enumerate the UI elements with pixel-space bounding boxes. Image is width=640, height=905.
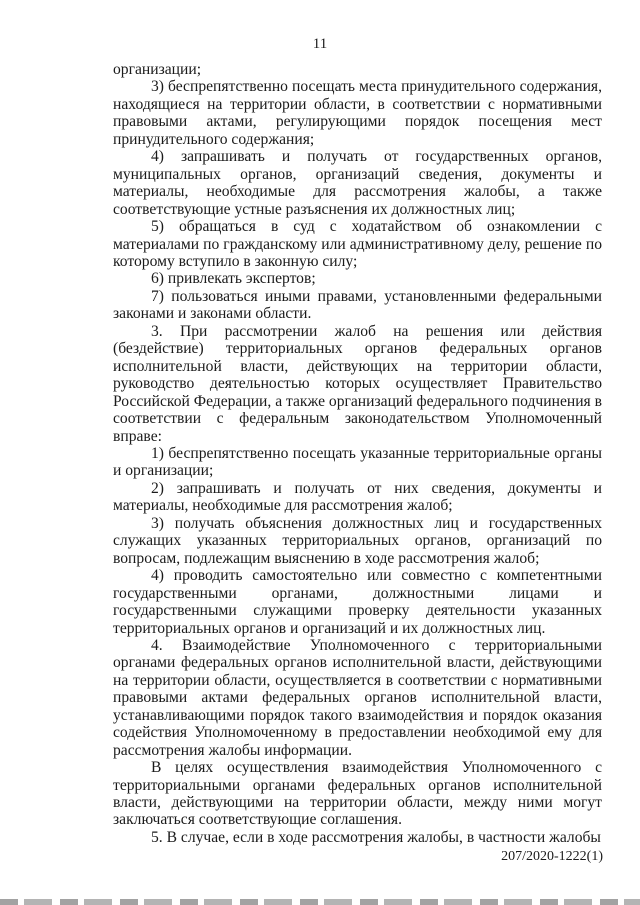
paragraph: 4. Взаимодействие Уполномоченного с территориальными органами федеральных органов исполнительной власти, действующими на территории области, осуществляется в соответствии с нормативными правовыми актами федеральных органов исполнительной власти, устанавливающими порядок такого взаимодействия и порядок оказания содействия Уполномоченному в предоставлении необходимой ему для рассмотрения жалобы информации. bbox=[113, 636, 602, 759]
paragraph: 3. При рассмотрении жалоб на решения или действия (бездействие) территориальных органов федеральных органов исполнительной власти, действующих на территории области, руководство деятельностью которых осуществляет Правительство Российской Федерации, а также организаций федерального подчинения в соответствии с федеральным законодательством Уполномоченный вправе: bbox=[113, 322, 602, 445]
paragraph: 4) запрашивать и получать от государственных органов, муниципальных органов, организаций сведения, документы и материалы, необходимые для рассмотрения жалобы, а также соответствующие устные разъяснения их должностных лиц; bbox=[113, 148, 602, 218]
page-number: 11 bbox=[312, 36, 328, 52]
paragraph: 6) привлекать экспертов; bbox=[151, 270, 316, 288]
scan-edge-artifact bbox=[0, 899, 640, 905]
document-body bbox=[113, 61, 602, 846]
paragraph: 7) пользоваться иными правами, установленными федеральными законами и законами области. bbox=[113, 287, 602, 323]
paragraph: 3) получать объяснения должностных лиц и государственных служащих указанных территориальных органов, организаций по вопросам, подлежащим выяснению в ходе рассмотрения жалоб; bbox=[113, 514, 602, 567]
paragraph: 4) проводить самостоятельно или совместно с компетентными государственными органами, должностными лицами и государственными служащими проверку деятельности указанных территориальных органов и организаций и их должностных лиц. bbox=[113, 567, 602, 637]
paragraph: 2) запрашивать и получать от них сведения, документы и материалы, необходимые для рассмотрения жалоб; bbox=[113, 479, 602, 515]
document-code: 207/2020-1222(1) bbox=[501, 849, 603, 864]
paragraph: В целях осуществления взаимодействия Уполномоченного с территориальными органами федеральных органов исполнительной власти, действующими на территории области, между ними могут заключаться соответствующие соглашения. bbox=[113, 759, 602, 829]
paragraph: 3) беспрепятственно посещать места принудительного содержания, находящиеся на территории области, в соответствии с нормативными правовыми актами, регулирующими порядок посещения мест принудительного содержания; bbox=[113, 78, 602, 148]
paragraph: 5) обращаться в суд с ходатайством об ознакомлении с материалами по гражданскому или административному делу, решение по которому вступило в законную силу; bbox=[113, 218, 602, 270]
paragraph: организации; bbox=[113, 61, 202, 78]
paragraph: 5. В случае, если в ходе рассмотрения жалобы, в частности жалобы bbox=[151, 828, 601, 846]
paragraph: 1) беспрепятственно посещать указанные территориальные органы и организации; bbox=[113, 444, 602, 480]
